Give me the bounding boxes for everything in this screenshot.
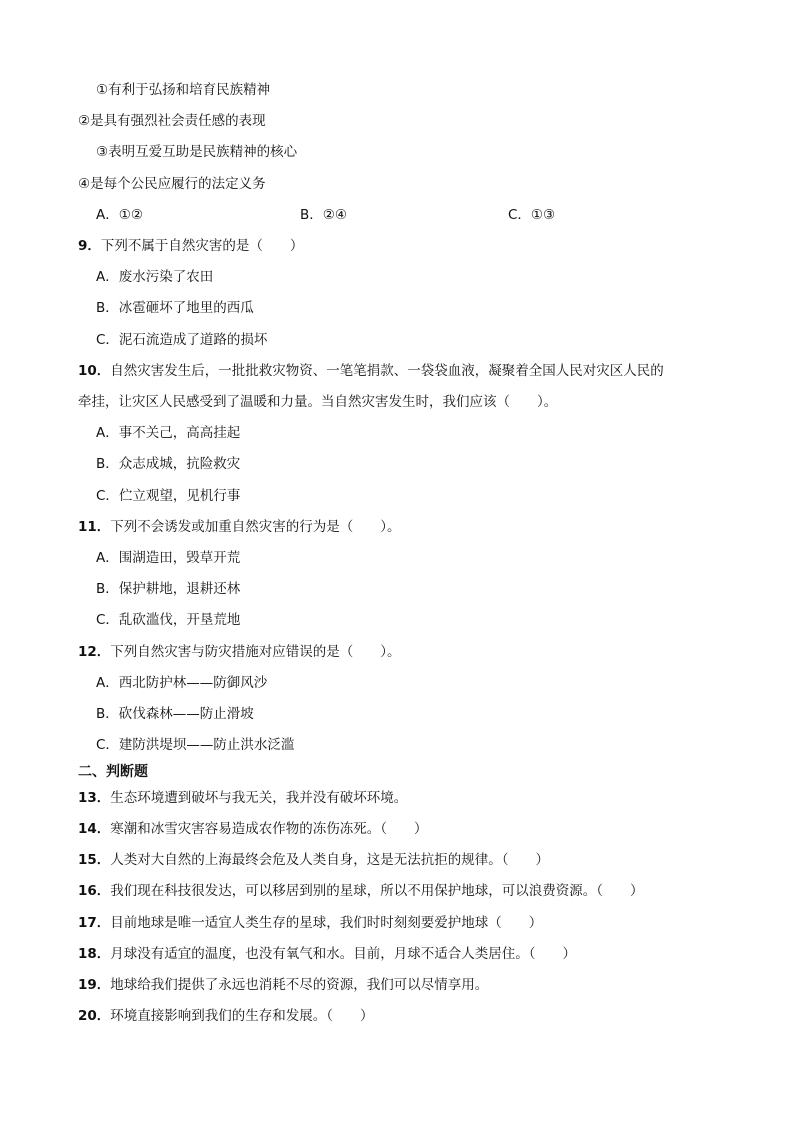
question-11 — [78, 517, 401, 537]
q12-option-a: A．西北防护林——防御风沙 — [96, 675, 268, 691]
q10-option-b: B．众志成城，抗险救灾 — [96, 456, 241, 472]
question-14 — [78, 819, 428, 839]
q8-option-c: C．①③ — [508, 207, 556, 223]
question-16-number: 16． — [78, 883, 111, 899]
question-11-number: 11． — [78, 519, 111, 535]
question-11-text: 下列不会诱发或加重自然灾害的行为是（ ）。 — [110, 519, 401, 535]
q11-option-a: A．围湖造田，毁草开荒 — [96, 550, 241, 566]
q10-option-c: C．伫立观望，见机行事 — [96, 488, 241, 504]
question-12 — [78, 642, 401, 662]
question-16-text: 我们现在科技很发达，可以移居到别的星球，所以不用保护地球，可以浪费资源。（ ） — [110, 883, 644, 899]
question-20 — [78, 1006, 374, 1026]
section-heading-judgment: 二、判断题 — [78, 764, 148, 780]
question-18-text: 月球没有适宜的温度，也没有氧气和水。目前，月球不适合人类居住。（ ） — [110, 946, 577, 962]
question-13-number: 13． — [78, 790, 111, 806]
q11-option-c: C．乱砍滥伐，开垦荒地 — [96, 612, 241, 628]
question-17-text: 目前地球是唯一适宜人类生存的星球，我们时时刻刻要爱护地球（ ） — [110, 915, 543, 931]
question-10-text-line1: 自然灾害发生后，一批批救灾物资、一笔笔捐款、一袋袋血液，凝聚着全国人民对灾区人民的 — [110, 363, 664, 379]
question-17 — [78, 913, 542, 933]
q12-option-c: C．建防洪堤坝——防止洪水泛滥 — [96, 737, 295, 753]
question-19 — [78, 975, 488, 995]
question-10-text-line2: 牵挂，让灾区人民感受到了温暖和力量。当自然灾害发生时，我们应该（ ）。 — [78, 394, 558, 410]
question-9 — [78, 236, 303, 256]
q8-statement-4: ④是每个公民应履行的法定义务 — [78, 176, 266, 192]
q8-option-b: B．②④ — [300, 207, 347, 223]
q8-option-a: A．①② — [96, 207, 143, 223]
question-20-number: 20． — [78, 1008, 111, 1024]
question-18 — [78, 944, 576, 964]
question-10 — [78, 361, 664, 381]
q9-option-c: C．泥石流造成了道路的损坏 — [96, 332, 268, 348]
question-10-number: 10． — [78, 363, 111, 379]
q11-option-b: B．保护耕地，退耕还林 — [96, 581, 241, 597]
question-14-number: 14． — [78, 821, 111, 837]
q9-option-b: B．冰雹砸坏了地里的西瓜 — [96, 300, 254, 316]
question-12-number: 12． — [78, 644, 111, 660]
question-14-text: 寒潮和冰雪灾害容易造成农作物的冻伤冻死。（ ） — [110, 821, 428, 837]
q8-statement-3: ③表明互爱互助是民族精神的核心 — [96, 144, 298, 160]
question-19-number: 19． — [78, 977, 111, 993]
question-15 — [78, 850, 549, 870]
q10-option-a: A．事不关己，高高挂起 — [96, 425, 241, 441]
question-20-text: 环境直接影响到我们的生存和发展。（ ） — [110, 1008, 374, 1024]
question-18-number: 18． — [78, 946, 111, 962]
question-15-text: 人类对大自然的上海最终会危及人类自身，这是无法抗拒的规律。（ ） — [110, 852, 550, 868]
question-9-text: 下列不属于自然灾害的是（ ） — [100, 238, 304, 254]
question-16 — [78, 881, 644, 901]
q8-statement-1: ①有利于弘扬和培育民族精神 — [96, 82, 271, 98]
question-17-number: 17． — [78, 915, 111, 931]
q9-option-a: A．废水污染了农田 — [96, 269, 214, 285]
question-15-number: 15． — [78, 852, 111, 868]
question-13-text: 生态环境遭到破坏与我无关，我并没有破坏环境。 — [110, 790, 408, 806]
q8-statement-2: ②是具有强烈社会责任感的表现 — [78, 113, 266, 129]
question-13 — [78, 788, 407, 808]
question-12-text: 下列自然灾害与防灾措施对应错误的是（ ）。 — [110, 644, 401, 660]
question-9-number: 9． — [78, 238, 101, 254]
q12-option-b: B．砍伐森林——防止滑坡 — [96, 706, 254, 722]
question-19-text: 地球给我们提供了永远也消耗不尽的资源，我们可以尽情享用。 — [110, 977, 489, 993]
